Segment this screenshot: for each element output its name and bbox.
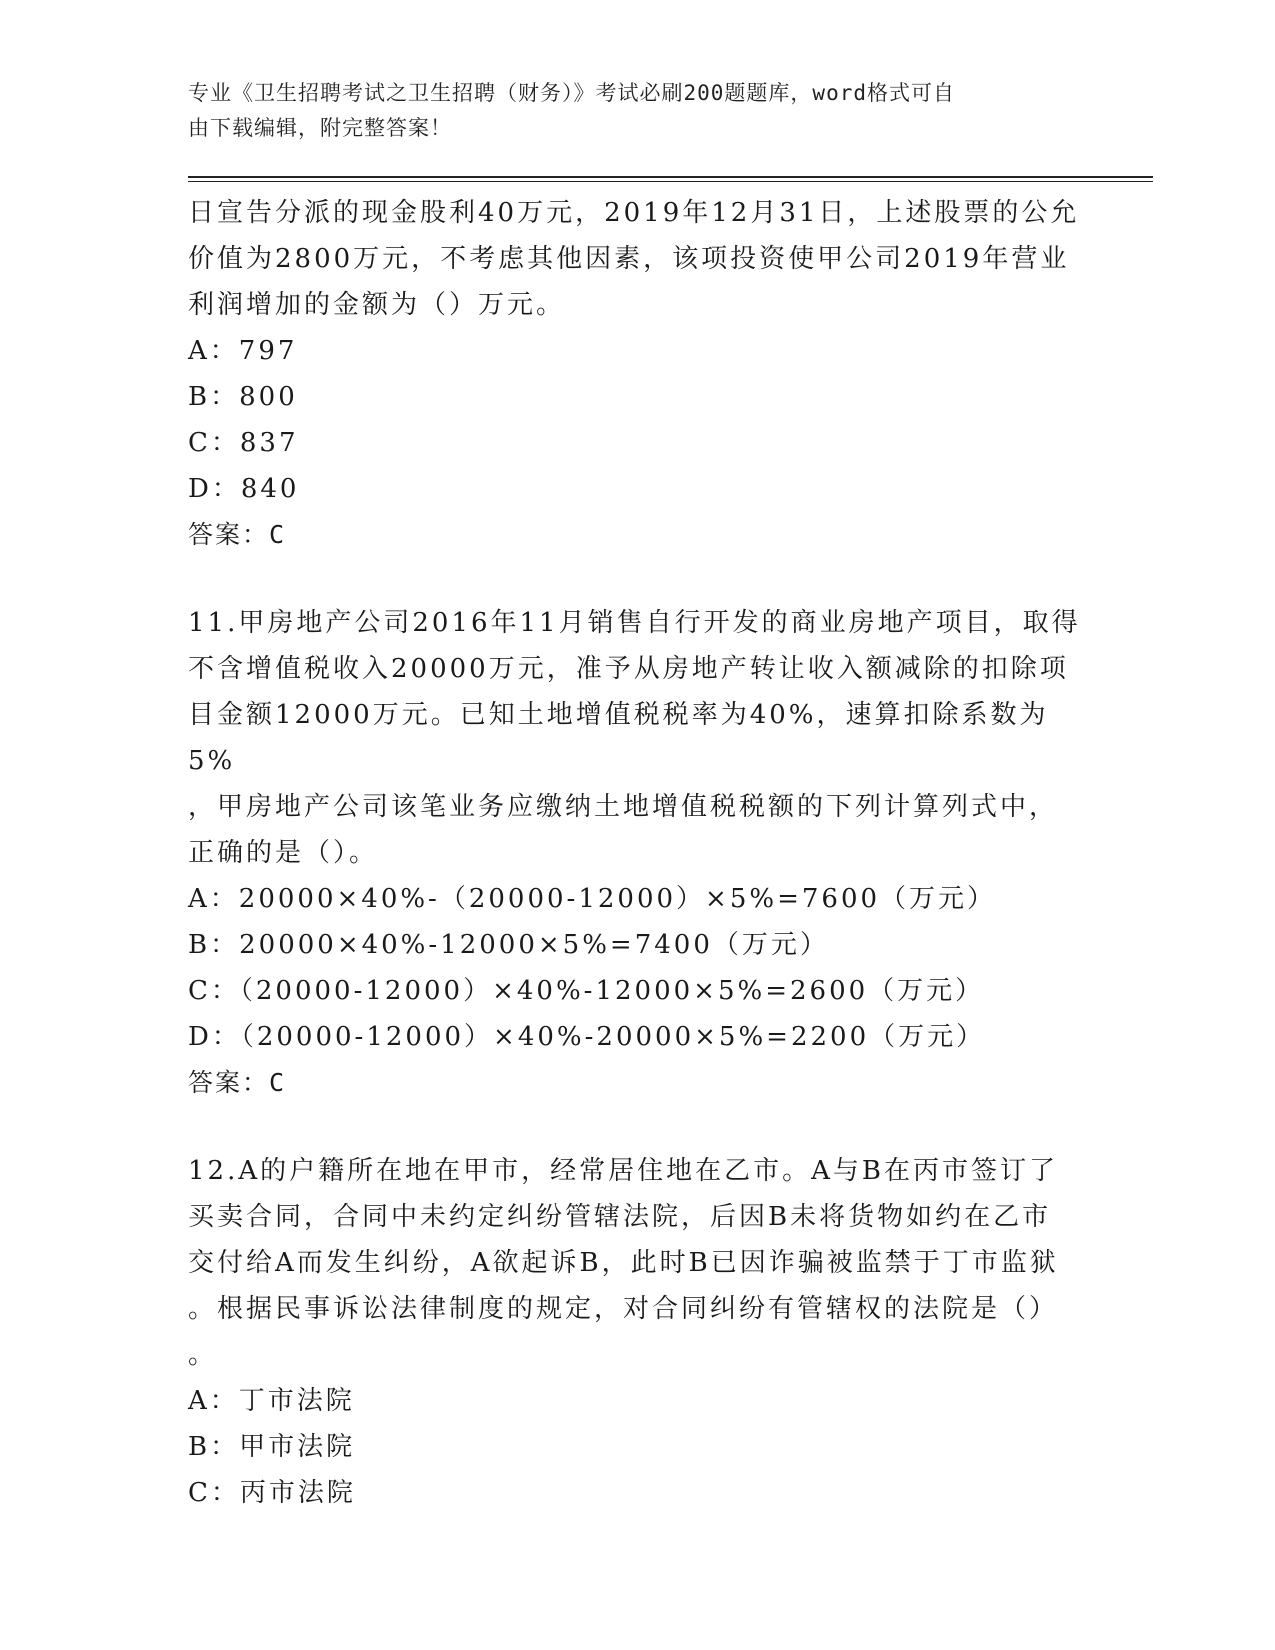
- option-a: A：797: [188, 336, 298, 366]
- option-a: A：20000×40%-（20000-12000）×5%=7600（万元）: [188, 884, 997, 914]
- option-d: D：（20000-12000）×40%-20000×5%=2200（万元）: [188, 1022, 986, 1052]
- option-b: B：800: [188, 382, 298, 412]
- option-c: C：（20000-12000）×40%-12000×5%=2600（万元）: [188, 976, 985, 1006]
- question-text-line: 目金额12000万元。已知土地增值税税率为40%，速算扣除系数为5%: [188, 700, 1049, 776]
- header-divider-thick: [188, 176, 1153, 178]
- option-b: B：甲市法院: [188, 1432, 356, 1462]
- question-text-line: 不含增值税收入20000万元，准予从房地产转让收入额减除的扣除项: [188, 654, 1069, 684]
- answer: 答案：C: [188, 1068, 287, 1097]
- header-line-1: 专业《卫生招聘考试之卫生招聘（财务）》考试必刷200题题库，word格式可自: [188, 81, 955, 105]
- question-text-line: ，甲房地产公司该笔业务应缴纳土地增值税税额的下列计算列式中，: [188, 792, 1059, 822]
- question-text-line: 利润增加的金额为（）万元。: [188, 290, 566, 320]
- option-c: C：丙市法院: [188, 1478, 356, 1508]
- option-a: A：丁市法院: [188, 1386, 355, 1416]
- question-11: [188, 600, 1088, 1106]
- option-d: D：840: [188, 474, 300, 504]
- option-c: C：837: [188, 428, 299, 458]
- document-header: [188, 76, 1088, 146]
- question-text-line: 日宣告分派的现金股利40万元，2019年12月31日，上述股票的公允: [188, 198, 1080, 228]
- question-text-line: 11.甲房地产公司2016年11月销售自行开发的商业房地产项目，取得: [188, 608, 1081, 638]
- question-text-line: 。: [188, 1340, 218, 1370]
- document-body: [188, 190, 1088, 1516]
- question-spacer: [188, 558, 1088, 600]
- question-text-line: 价值为2800万元，不考虑其他因素，该项投资使甲公司2019年营业: [188, 244, 1070, 274]
- question-text-line: 12.A的户籍所在地在甲市，经常居住地在乙市。A与B在丙市签订了: [188, 1156, 1059, 1186]
- question-text-line: 买卖合同，合同中未约定纠纷管辖法院，后因B未将货物如约在乙市: [188, 1202, 1052, 1232]
- question-text-line: 。根据民事诉讼法律制度的规定，对合同纠纷有管辖权的法院是（）: [188, 1294, 1059, 1324]
- question-text-line: 正确的是（）。: [188, 838, 379, 868]
- question-12: [188, 1148, 1088, 1516]
- option-b: B：20000×40%-12000×5%=7400（万元）: [188, 930, 829, 960]
- question-spacer: [188, 1106, 1088, 1148]
- question-text-line: 交付给A而发生纠纷，A欲起诉B，此时B已因诈骗被监禁于丁市监狱: [188, 1248, 1059, 1278]
- header-divider-thin: [188, 181, 1153, 182]
- header-line-2: 由下载编辑，附完整答案！: [188, 116, 452, 140]
- answer: 答案：C: [188, 520, 287, 549]
- question-10: [188, 190, 1088, 558]
